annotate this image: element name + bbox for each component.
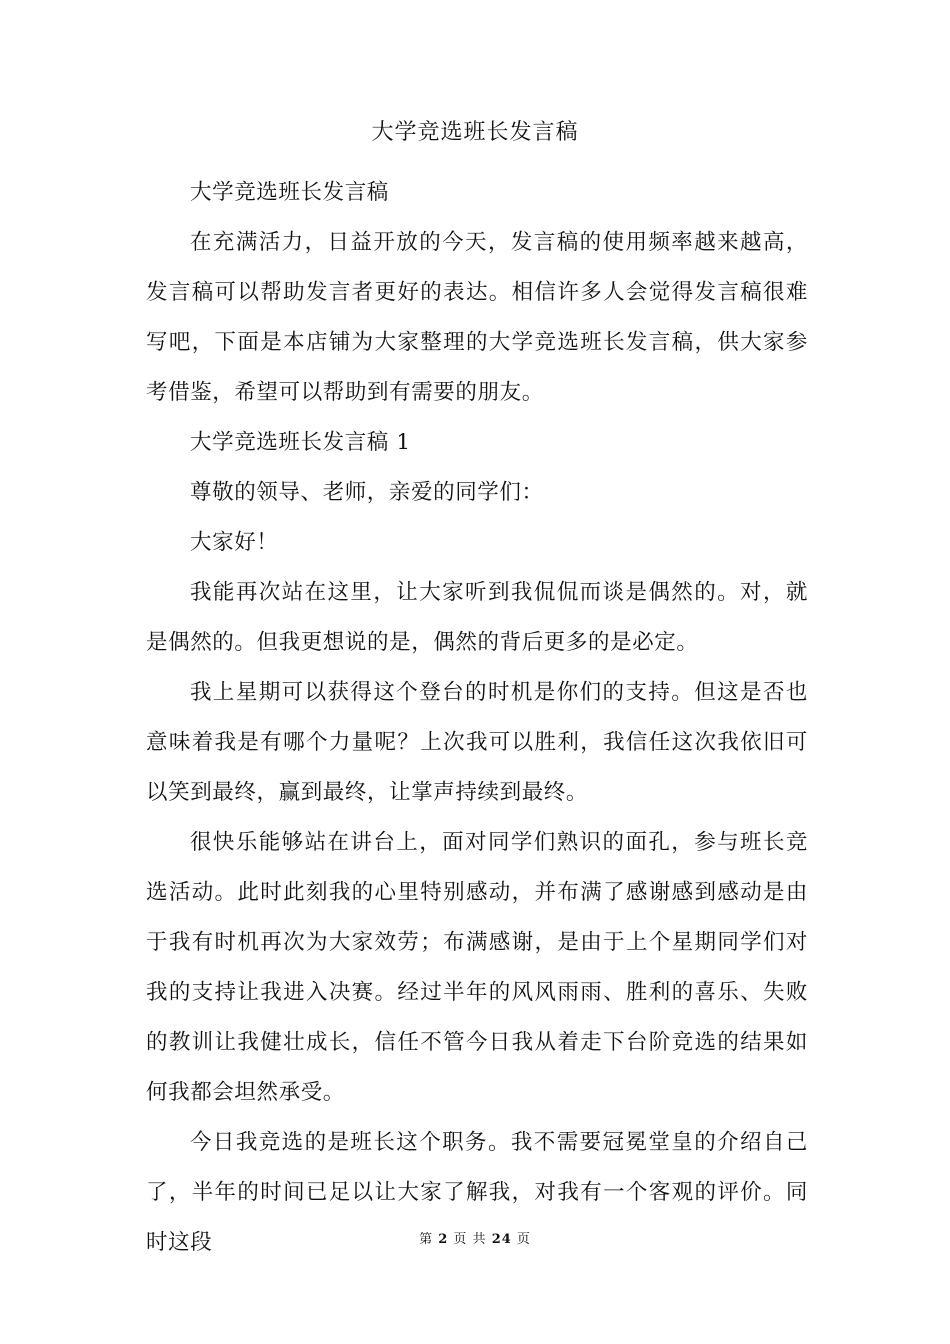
footer-prefix: 第 xyxy=(419,1232,434,1247)
paragraph-body: 很快乐能够站在讲台上，面对同学们熟识的面孔，参与班长竞选活动。此时此刻我的心里特别感动，并布满了感谢感到感动是由于我有时机再次为大家效劳；布满感谢，是由于上个星期同学们对我的支持让我进入决赛。经过半年的风风雨雨、胜利的喜乐、失败的教训让我健壮成长，信任不管今日我从着走下台阶竞选的结果如何我都会坦然承受。 xyxy=(146,830,808,1105)
footer-middle: 页 共 xyxy=(453,1232,487,1247)
footer-page-number: 2 xyxy=(438,1232,449,1247)
paragraph-heading-1: 大学竞选班长发言稿 1 xyxy=(190,430,411,455)
document-title: 大学竞选班长发言稿 xyxy=(371,120,579,145)
paragraph-salutation: 尊敬的领导、老师，亲爱的同学们： xyxy=(190,480,544,505)
page-footer xyxy=(0,1230,950,1250)
paragraph-greeting: 大家好！ xyxy=(190,530,279,555)
paragraph-intro: 在充满活力，日益开放的今天，发言稿的使用频率越来越高，发言稿可以帮助发言者更好的表达。相信许多人会觉得发言稿很难写吧，下面是本店铺为大家整理的大学竞选班长发言稿，供大家参考借鉴，希望可以帮助到有需要的朋友。 xyxy=(146,230,808,405)
paragraph-subtitle: 大学竞选班长发言稿 xyxy=(190,180,389,205)
paragraph-body: 我上星期可以获得这个登台的时机是你们的支持。但这是否也意味着我是有哪个力量呢？上次我可以胜利，我信任这次我依旧可以笑到最终，赢到最终，让掌声持续到最终。 xyxy=(146,680,808,805)
footer-total-pages: 24 xyxy=(491,1232,512,1247)
document-body xyxy=(146,168,808,1268)
paragraph-body: 今日我竞选的是班长这个职务。我不需要冠冕堂皇的介绍自己了，半年的时间已足以让大家了解我，对我有一个客观的评价。同时这段 xyxy=(146,1130,808,1255)
paragraph-body: 我能再次站在这里，让大家听到我侃侃而谈是偶然的。对，就是偶然的。但我更想说的是，偶然的背后更多的是必定。 xyxy=(146,580,808,655)
footer-suffix: 页 xyxy=(516,1232,531,1247)
